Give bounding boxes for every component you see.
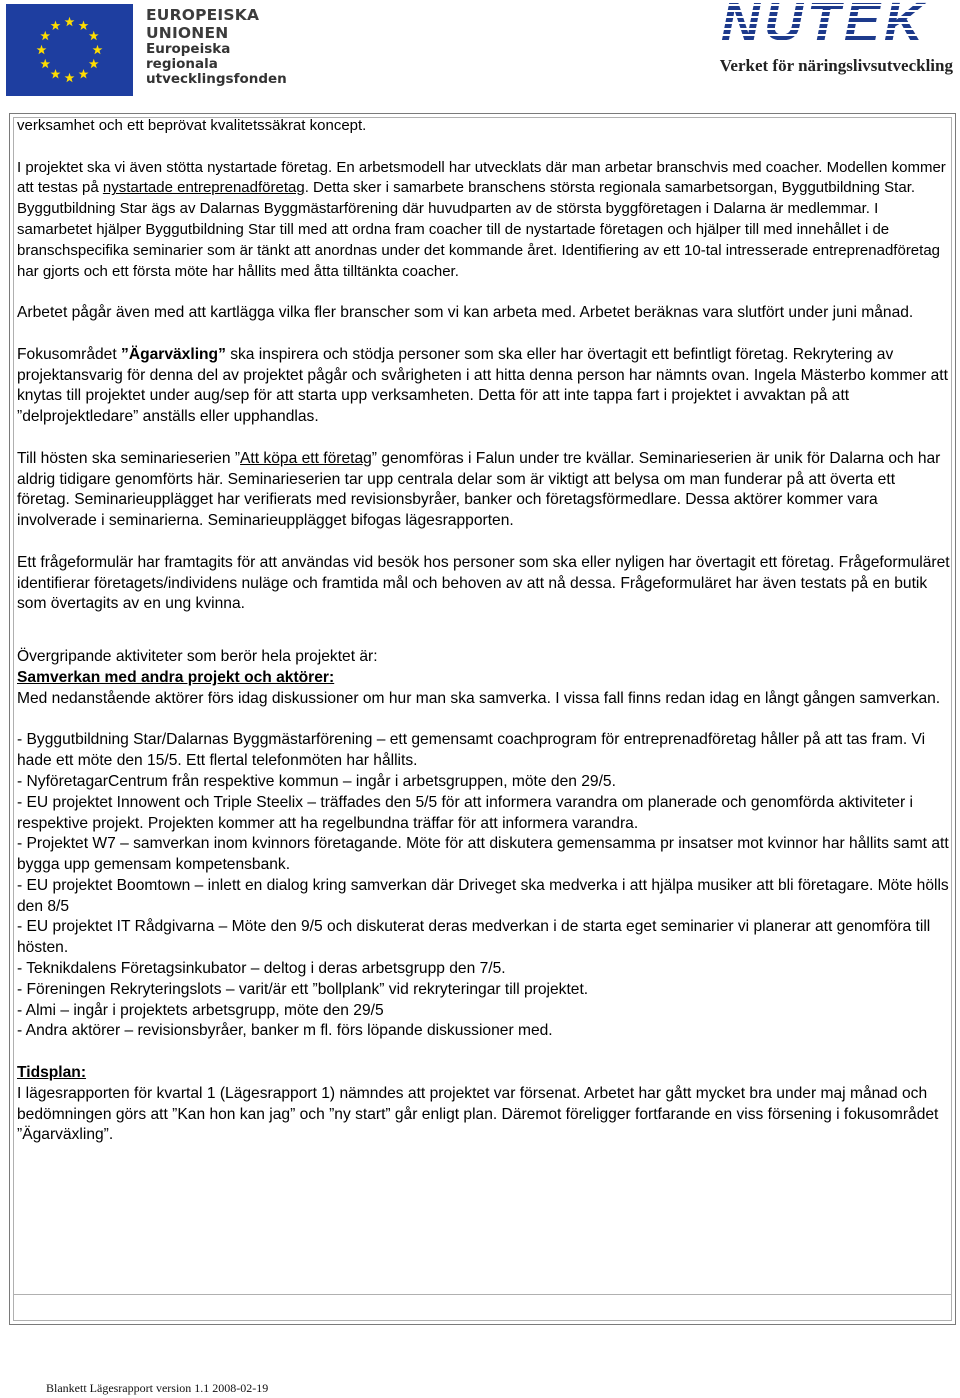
eu-star-icon [89, 31, 99, 40]
actor-item: - EU projektet Innowent och Triple Steelix – träffades den 5/5 för att informera varandra om planerade och genomförda aktiviteter i respektive projekt. Projekten kommer att ha regelbundna träffar för att informera varandra. [17, 793, 913, 832]
eu-star-icon [79, 21, 89, 30]
overall-intro: Övergripande aktiviteter som berör hela projektet är: [17, 648, 378, 666]
eu-star-icon [51, 69, 61, 78]
actor-item: - Teknikdalens Företagsinkubator – deltog i deras arbetsgrupp den 7/5. [17, 960, 506, 978]
samverkan-intro: Med nedanstående aktörer förs idag diskussioner om hur man ska samverka. I vissa fall finns redan idag en långt gången samverkan. [17, 689, 941, 707]
paragraph-4-text-a: Fokusområdet [17, 345, 122, 363]
paragraph-2 [17, 158, 952, 283]
paragraph-4-text-b: ska inspirera och stödja personer som ska eller har övertagit ett befintligt företag. Rekrytering av projektansvarig för denna del av projektet pågår och svårigheten i att hitta denna person har nämnts ovan. Ingela Mästerbo kommer att knytas till projektet under aug/sep för att starta upp verksamheten. Detta för att inte tappa fart i projektet i avvaktan på att ”delprojektledare” anställs eller upphandlas. [17, 345, 948, 426]
actor-item: - Almi – ingår i projektets arbetsgrupp, möte den 29/5 [17, 1001, 384, 1019]
eu-star-icon [51, 21, 61, 30]
eu-logo [6, 4, 287, 96]
actor-item: - EU projektet IT Rådgivarna – Möte den 9/5 och diskuterat deras medverkan i de starta eget seminarier vi planerar att genomföra till hösten. [17, 918, 931, 957]
eu-star-icon [65, 73, 75, 82]
actor-item: - Andra aktörer – revisionsbyråer, banker m fl. förs löpande diskussioner med. [17, 1022, 553, 1040]
actor-item: - Byggutbildning Star/Dalarnas Byggmästarförening – ett gemensamt coachprogram för entreprenadföretag håller på att tas fram. Vi hade ett möte den 15/5. Ett flertal telefonmöten har hållits. [17, 731, 926, 770]
nutek-logo [705, 0, 957, 80]
paragraph-5 [17, 449, 952, 532]
samverkan-heading: Samverkan med andra projekt och aktörer: [17, 668, 335, 686]
paragraph-3: Arbetet pågår även med att kartlägga vilka fler branscher som vi kan arbeta med. Arbetet beräknas vara slutfört under juni månad. [17, 304, 914, 322]
frame-divider [13, 1294, 952, 1295]
eu-star-icon [89, 59, 99, 68]
eu-logo-line3: Europeiska [146, 41, 231, 57]
eu-star-icon [40, 59, 50, 68]
paragraph-5-text-a: Till hösten ska seminarieserien ” [17, 449, 241, 467]
eu-logo-line2: UNIONEN [146, 24, 229, 42]
paragraph-2-text-b: . Detta sker i samarbete branschens största regionala samarbetsorgan, Byggutbildning Star. Byggutbildning Star ägs av Dalarnas Byggmästarförening där huvudparten av de största byggföretagen i Dalarna är medlemmar. I samarbetet hjälper Byggutbildning Star till med att ordna fram coacher till de nystartade företagen och hjälper till med innehållet i de branschspecifika seminarier som är tänkt att anordnas under det kommande året. Identifiering av ett 10-tal intresserade entreprenadföretag har gjorts och ett första möte har hållits med åtta tilltänkta coacher. [17, 179, 941, 280]
eu-logo-line5: utvecklingsfonden [146, 71, 287, 87]
footer-version: Blankett Lägesrapport version 1.1 2008-02-19 [46, 1381, 269, 1395]
paragraph-2-text-a: I projektet ska vi även stötta nystartade företag. En arbetsmodell har utvecklats där man arbetar branschvis med coacher. Modellen kommer att testas på [17, 158, 946, 197]
eu-star-icon [79, 69, 89, 78]
tidsplan-heading: Tidsplan: [17, 1064, 87, 1082]
agarvaxling-term: ”Ägarväxling” [121, 345, 226, 363]
actor-item: - Projektet W7 – samverkan inom kvinnors företagande. Möte för att diskutera gemensamma pr insatser mot kvinnor har hållits samt att bygga upp gemensam kompetensbank. [17, 835, 949, 874]
actor-list [17, 730, 952, 1042]
paragraph-6: Ett frågeformulär har framtagits för att användas vid besök hos personer som ska eller nyligen har övertagit ett företag. Frågeformuläret identifierar företagets/individens nuläge och framtida mål och behoven av att nå dessa. Frågeformuläret har även testats på en butik som övertagits av en ung kvinna. [17, 553, 950, 613]
eu-logo-line4: regionala [146, 56, 218, 72]
paragraph-5-text-b: ” genomföras i Falun under tre kvällar. Seminarieserien är unik för Dalarna och har aldrig tidigare genomförts här. Seminarieserien tar upp centrala delar som är viktigt att belysa om man funderar på att överta ett företag. Seminarieupplägget har verifierats med revisionsbyråer, banker och företagsförmedlare. Dessa aktörer kommer vara involverade i seminarierna. Seminarieupplägget bifogas lägesrapporten. [17, 449, 941, 530]
nutek-tagline: Verket för näringslivsutveckling [719, 56, 953, 75]
nystartade-link: nystartade entreprenadföretag [102, 179, 305, 197]
actor-item: - NyföretagarCentrum från respektive kommun – ingår i arbetsgruppen, möte den 29/5. [17, 772, 616, 790]
eu-star-icon [93, 45, 103, 54]
eu-flag-icon [6, 4, 133, 96]
tidsplan-text: I lägesrapporten för kvartal 1 (Lägesrapport 1) nämndes att projektet var försenat. Arbetet har gått mycket bra under maj månad och bedömningen görs att ”Kan hon kan jag” och ”ny start” går enligt plan. Däremot föreligger fortfarande en viss försening i fokusområdet ”Ägarväxling”. [17, 1084, 939, 1144]
paragraph-4 [17, 345, 952, 428]
eu-star-icon [65, 17, 75, 26]
eu-logo-text [146, 6, 286, 87]
eu-star-icon [37, 45, 47, 54]
actor-item: - Föreningen Rekryteringslots – varit/är ett ”bollplank” vid rekryteringar till projektet. [17, 980, 589, 998]
report-body [17, 116, 952, 1146]
actor-item: - EU projektet Boomtown – inlett en dialog kring samverkan där Driveget ska medverka i att hjälpa musiker att bli företagare. Möte hölls den 8/5 [17, 876, 949, 915]
att-kopa-link: Att köpa ett företag [240, 449, 372, 467]
nutek-wordmark: NUTEK [721, 0, 927, 50]
eu-logo-line1: EUROPEISKA [146, 6, 260, 24]
eu-star-icon [40, 31, 50, 40]
paragraph-1: verksamhet och ett beprövat kvalitetssäkrat koncept. [17, 117, 367, 134]
